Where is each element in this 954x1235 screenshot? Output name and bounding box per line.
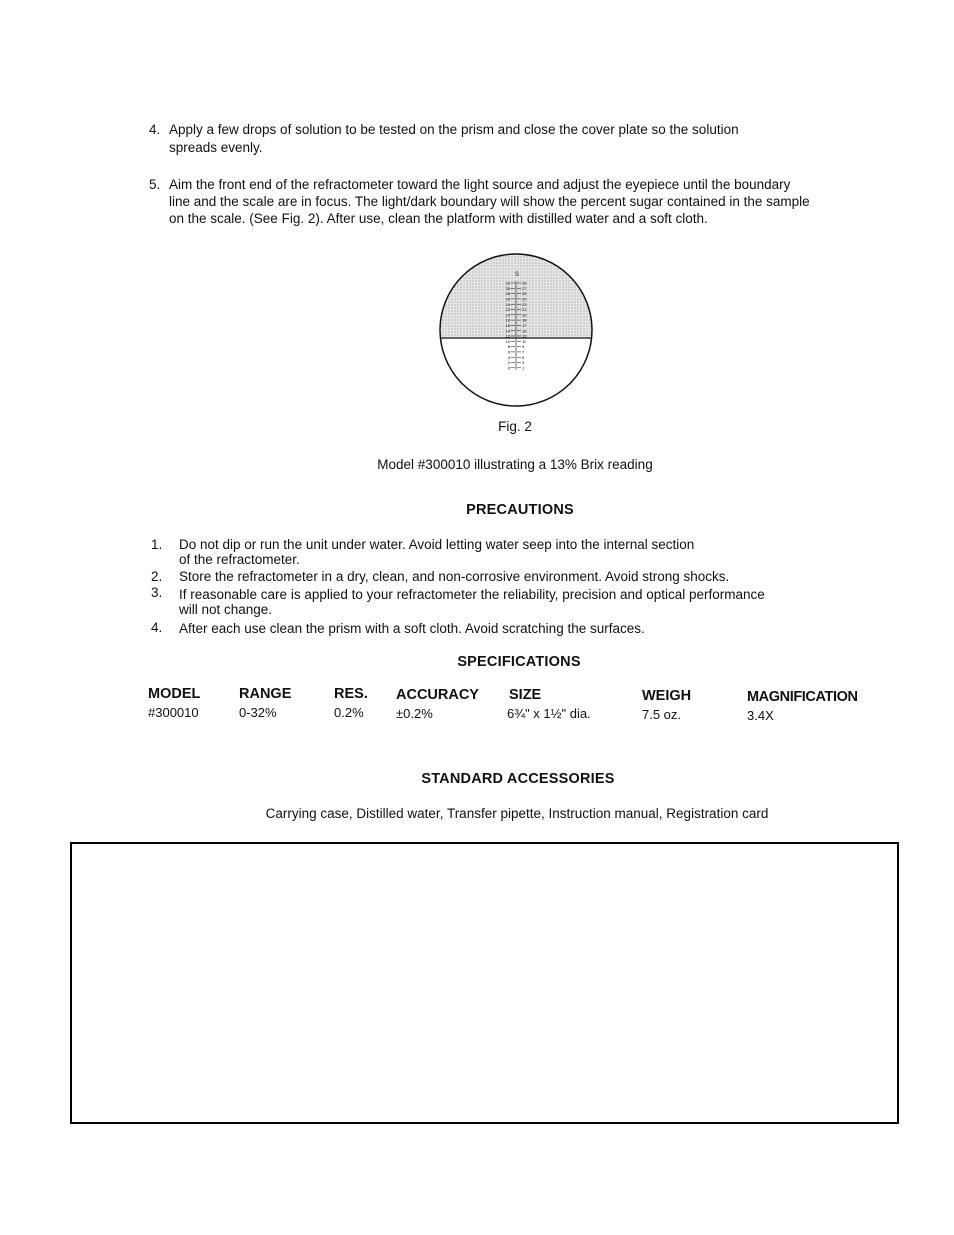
- scale-left-label: 0: [507, 365, 510, 371]
- accessories-text: Carrying case, Distilled water, Transfer pipette, Instruction manual, Registration card: [265, 806, 769, 821]
- scale-right-label: 7: [522, 349, 525, 355]
- list-item-line: Store the refractometer in a dry, clean, and non-corrosive environment. Avoid strong shocks.: [179, 569, 730, 584]
- list-number: 2.: [151, 569, 163, 584]
- list-item-line: After each use clean the prism with a soft cloth. Avoid scratching the surfaces.: [179, 621, 645, 636]
- step-number: 5.: [149, 177, 161, 192]
- spec-header-model: MODEL: [148, 686, 201, 702]
- figure-caption: Fig. 2: [498, 419, 532, 434]
- scale-right-label: 13: [522, 333, 527, 339]
- scale-right-label: 19: [522, 312, 527, 318]
- step-5: [149, 176, 879, 232]
- precautions-heading: PRECAUTIONS: [466, 502, 574, 518]
- spec-value-size: 6¾" x 1½" dia.: [507, 706, 591, 721]
- empty-bordered-box: [70, 842, 899, 1124]
- scale-right-label: 1: [522, 365, 525, 371]
- scale-left-label: 6: [507, 349, 510, 355]
- step-line: on the scale. (See Fig. 2). After use, clean the platform with distilled water and a soft cloth.: [169, 211, 708, 226]
- scale-left-label: 22: [505, 307, 510, 313]
- step-4: [149, 121, 869, 157]
- specifications-heading: SPECIFICATIONS: [457, 654, 581, 670]
- scale-left-label: 4: [507, 354, 510, 360]
- step-line: spreads evenly.: [169, 140, 263, 155]
- list-item-line: will not change.: [179, 602, 273, 617]
- scale-left-label: 32: [505, 280, 510, 286]
- spec-value-accuracy: ±0.2%: [396, 706, 433, 721]
- scale-right-label: 26: [522, 291, 527, 297]
- list-item-line: If reasonable care is applied to your refractometer the reliability, precision and optical performance: [179, 587, 765, 602]
- step-number: 4.: [149, 122, 161, 137]
- scale-right-label: 23: [522, 301, 527, 307]
- scale-left-label: 16: [505, 323, 510, 328]
- accessories-heading: STANDARD ACCESSORIES: [421, 771, 615, 787]
- scale-right-label: 28: [522, 280, 527, 286]
- scale-left-label: 30: [505, 285, 510, 291]
- figure-description: Model #300010 illustrating a 13% Brix reading: [377, 457, 653, 472]
- scale-left-label: 2: [507, 360, 510, 366]
- list-item-line: of the refractometer.: [179, 552, 300, 567]
- scale-left-label: 26: [505, 296, 510, 302]
- step-line: Apply a few drops of solution to be tested on the prism and close the cover plate so the solution: [169, 122, 739, 137]
- list-item-line: Do not dip or run the unit under water. Avoid letting water seep into the internal section: [179, 537, 695, 552]
- scale-right-label: 15: [522, 328, 527, 334]
- scale-right-label: 21: [522, 307, 527, 313]
- list-number: 4.: [151, 620, 163, 635]
- scale-left-label: 24: [505, 301, 510, 307]
- refractometer-scale-figure: [436, 250, 596, 410]
- scale-right-label: 5: [522, 354, 525, 360]
- scale-right-label: 18: [522, 317, 527, 323]
- spec-table: [0, 686, 954, 726]
- step-line: Aim the front end of the refractometer toward the light source and adjust the eyepiece until the boundary: [169, 177, 791, 192]
- spec-header-res: RES.: [334, 686, 368, 702]
- spec-value-weigh: 7.5 oz.: [642, 707, 682, 722]
- scale-right-label: 9: [522, 344, 525, 350]
- scale-left-label: 14: [505, 328, 510, 334]
- scale-right-label: 17: [522, 323, 527, 328]
- scale-right-label: 3: [522, 360, 525, 366]
- spec-header-size: SIZE: [509, 687, 542, 703]
- scale-left-label: 28: [505, 291, 510, 297]
- list-number: 1.: [151, 537, 163, 552]
- spec-header-magnification: MAGNIFICATION: [747, 689, 858, 705]
- spec-header-range: RANGE: [239, 686, 292, 702]
- scale-left-label: 18: [505, 317, 510, 323]
- scale-left-label: 12: [505, 333, 510, 339]
- scale-left-label: 8: [507, 344, 510, 350]
- scale-left-label: 20: [505, 312, 510, 318]
- precautions-list: [151, 537, 851, 637]
- scale-right-label: 25: [522, 296, 527, 302]
- scale-right-label: 11: [522, 338, 527, 344]
- spec-value-magnification: 3.4X: [747, 708, 774, 723]
- scale-header: S: [515, 272, 520, 278]
- spec-header-accuracy: ACCURACY: [396, 687, 479, 703]
- step-line: line and the scale are in focus. The light/dark boundary will show the percent sugar contained in the sample: [169, 194, 810, 209]
- spec-value-res: 0.2%: [334, 705, 364, 720]
- spec-value-range: 0-32%: [239, 705, 277, 720]
- list-number: 3.: [151, 585, 163, 600]
- scale-left-label: 10: [505, 338, 510, 344]
- spec-value-model: #300010: [148, 705, 199, 720]
- scale-right-label: 27: [522, 285, 527, 291]
- spec-header-weigh: WEIGH: [642, 688, 692, 704]
